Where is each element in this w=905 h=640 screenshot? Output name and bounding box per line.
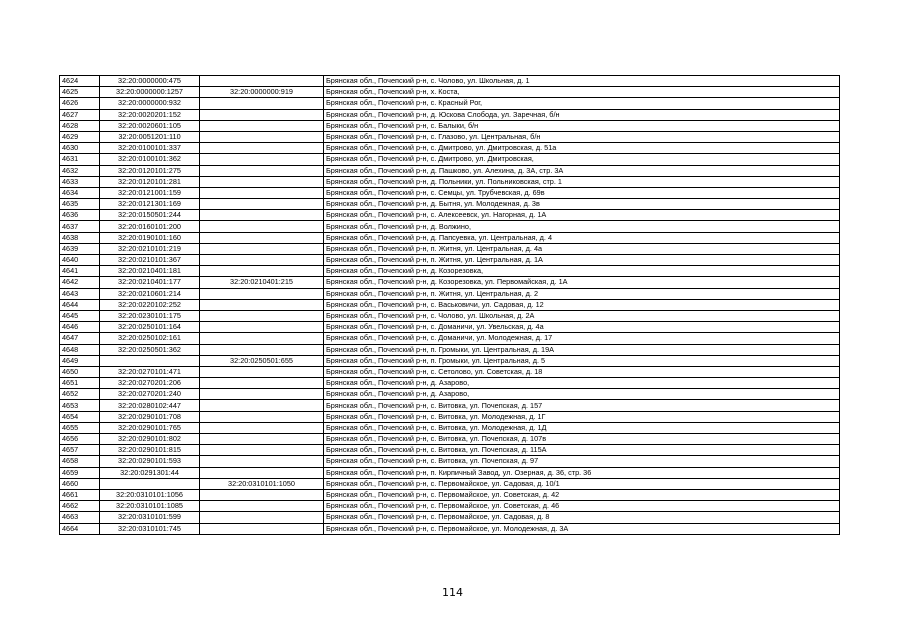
address-cell: Брянская обл., Почепский р-н, д. Козорезовка, ул. Первомайская, д. 1А [324, 277, 840, 288]
parent-cadastral-number-cell [200, 154, 324, 165]
table-row [60, 243, 840, 254]
address-cell: Брянская обл., Почепский р-н, с. Алексеевск, ул. Нагорная, д. 1А [324, 210, 840, 221]
row-number-cell: 4638 [60, 232, 100, 243]
table-row [60, 422, 840, 433]
table-row [60, 255, 840, 266]
row-number-cell: 4658 [60, 456, 100, 467]
table-row [60, 378, 840, 389]
cadastral-number-cell: 32:20:0270201:240 [100, 389, 200, 400]
parent-cadastral-number-cell [200, 176, 324, 187]
address-cell: Брянская обл., Почепский р-н, д. Волжино, [324, 221, 840, 232]
parent-cadastral-number-cell [200, 232, 324, 243]
cadastral-number-cell: 32:20:0250102:161 [100, 333, 200, 344]
address-cell: Брянская обл., Почепский р-н, д. Польники, ул. Польниковская, стр. 1 [324, 176, 840, 187]
parent-cadastral-number-cell [200, 445, 324, 456]
row-number-cell: 4646 [60, 322, 100, 333]
row-number-cell: 4632 [60, 165, 100, 176]
address-cell: Брянская обл., Почепский р-н, х. Коста, [324, 87, 840, 98]
parent-cadastral-number-cell [200, 120, 324, 131]
address-cell: Брянская обл., Почепский р-н, с. Первомайское, ул. Молодежная, д. 3А [324, 523, 840, 534]
cadastral-number-cell: 32:20:0291301:44 [100, 467, 200, 478]
address-cell: Брянская обл., Почепский р-н, д. Азарово, [324, 378, 840, 389]
table-row [60, 322, 840, 333]
address-cell: Брянская обл., Почепский р-н, п. Житня, ул. Центральная, д. 4а [324, 243, 840, 254]
cadastral-number-cell: 32:20:0310101:1056 [100, 489, 200, 500]
table-row [60, 131, 840, 142]
table-row [60, 87, 840, 98]
parent-cadastral-number-cell [200, 165, 324, 176]
table-row [60, 355, 840, 366]
table-row [60, 76, 840, 87]
address-cell: Брянская обл., Почепский р-н, п. Кирпичный Завод, ул. Озерная, д. 36, стр. 36 [324, 467, 840, 478]
table-row [60, 478, 840, 489]
row-number-cell: 4627 [60, 109, 100, 120]
row-number-cell: 4651 [60, 378, 100, 389]
parent-cadastral-number-cell [200, 512, 324, 523]
cadastral-number-cell: 32:20:0150501:244 [100, 210, 200, 221]
cadastral-number-cell: 32:20:0210101:219 [100, 243, 200, 254]
parent-cadastral-number-cell [200, 434, 324, 445]
row-number-cell: 4637 [60, 221, 100, 232]
cadastral-number-cell: 32:20:0220102:252 [100, 299, 200, 310]
parent-cadastral-number-cell: 32:20:0310101:1050 [200, 478, 324, 489]
parent-cadastral-number-cell [200, 400, 324, 411]
row-number-cell: 4626 [60, 98, 100, 109]
table-row [60, 109, 840, 120]
cadastral-number-cell: 32:20:0120101:275 [100, 165, 200, 176]
cadastral-number-cell: 32:20:0290101:802 [100, 434, 200, 445]
table-row [60, 288, 840, 299]
cadastral-number-cell: 32:20:0210601:214 [100, 288, 200, 299]
address-cell: Брянская обл., Почепский р-н, с. Витовка, ул. Почепская, д. 115А [324, 445, 840, 456]
table-row [60, 299, 840, 310]
address-cell: Брянская обл., Почепский р-н, с. Витовка, ул. Молодежная, д. 1Г [324, 411, 840, 422]
row-number-cell: 4659 [60, 467, 100, 478]
row-number-cell: 4629 [60, 131, 100, 142]
address-cell: Брянская обл., Почепский р-н, с. Сетолово, ул. Советская, д. 18 [324, 366, 840, 377]
parent-cadastral-number-cell [200, 501, 324, 512]
address-cell: Брянская обл., Почепский р-н, с. Первомайское, ул. Садовая, д. 10/1 [324, 478, 840, 489]
parent-cadastral-number-cell: 32:20:0000000:919 [200, 87, 324, 98]
cadastral-number-cell: 32:20:0121001:159 [100, 187, 200, 198]
cadastral-number-cell: 32:20:0000000:1257 [100, 87, 200, 98]
row-number-cell: 4662 [60, 501, 100, 512]
parent-cadastral-number-cell: 32:20:0250501:655 [200, 355, 324, 366]
row-number-cell: 4631 [60, 154, 100, 165]
cadastral-number-cell: 32:20:0100101:337 [100, 143, 200, 154]
address-cell: Брянская обл., Почепский р-н, с. Семцы, ул. Трубчевская, д. 69в [324, 187, 840, 198]
row-number-cell: 4655 [60, 422, 100, 433]
table-row [60, 277, 840, 288]
row-number-cell: 4644 [60, 299, 100, 310]
cadastral-number-cell: 32:20:0051201:110 [100, 131, 200, 142]
cadastral-number-cell: 32:20:0230101:175 [100, 310, 200, 321]
row-number-cell: 4653 [60, 400, 100, 411]
address-cell: Брянская обл., Почепский р-н, д. Козорезовка, [324, 266, 840, 277]
address-cell: Брянская обл., Почепский р-н, с. Глазово, ул. Центральная, б/н [324, 131, 840, 142]
table-row [60, 143, 840, 154]
page-number: 114 [442, 586, 463, 599]
address-cell: Брянская обл., Почепский р-н, с. Первомайское, ул. Садовая, д. 8 [324, 512, 840, 523]
parent-cadastral-number-cell [200, 411, 324, 422]
row-number-cell: 4630 [60, 143, 100, 154]
parent-cadastral-number-cell [200, 344, 324, 355]
parent-cadastral-number-cell [200, 288, 324, 299]
table-row [60, 221, 840, 232]
table-row [60, 434, 840, 445]
address-cell: Брянская обл., Почепский р-н, с. Доманичи, ул. Увельская, д. 4а [324, 322, 840, 333]
cadastral-number-cell: 32:20:0210401:177 [100, 277, 200, 288]
cadastral-number-cell: 32:20:0210101:367 [100, 255, 200, 266]
row-number-cell: 4625 [60, 87, 100, 98]
cadastral-number-cell: 32:20:0310101:1085 [100, 501, 200, 512]
address-cell: Брянская обл., Почепский р-н, п. Громыки, ул. Центральная, д. 19А [324, 344, 840, 355]
parent-cadastral-number-cell [200, 422, 324, 433]
row-number-cell: 4656 [60, 434, 100, 445]
row-number-cell: 4640 [60, 255, 100, 266]
cadastral-number-cell: 32:20:0280102:447 [100, 400, 200, 411]
row-number-cell: 4634 [60, 187, 100, 198]
address-cell: Брянская обл., Почепский р-н, с. Чолово, ул. Школьная, д. 1 [324, 76, 840, 87]
parent-cadastral-number-cell [200, 98, 324, 109]
parent-cadastral-number-cell [200, 378, 324, 389]
row-number-cell: 4636 [60, 210, 100, 221]
address-cell: Брянская обл., Почепский р-н, с. Красный Рог, [324, 98, 840, 109]
cadastral-number-cell: 32:20:0310101:745 [100, 523, 200, 534]
address-cell: Брянская обл., Почепский р-н, д. Юскова Слобода, ул. Заречная, б/н [324, 109, 840, 120]
address-cell: Брянская обл., Почепский р-н, д. Бытня, ул. Молодежная, д. 3в [324, 199, 840, 210]
table-row [60, 165, 840, 176]
cadastral-number-cell: 32:20:0250501:362 [100, 344, 200, 355]
cadastral-number-cell: 32:20:0310101:599 [100, 512, 200, 523]
parent-cadastral-number-cell: 32:20:0210401:215 [200, 277, 324, 288]
row-number-cell: 4650 [60, 366, 100, 377]
parent-cadastral-number-cell [200, 299, 324, 310]
row-number-cell: 4633 [60, 176, 100, 187]
table-row [60, 411, 840, 422]
cadastral-number-cell: 32:20:0210401:181 [100, 266, 200, 277]
table-row [60, 445, 840, 456]
parent-cadastral-number-cell [200, 131, 324, 142]
table-row [60, 467, 840, 478]
row-number-cell: 4643 [60, 288, 100, 299]
parent-cadastral-number-cell [200, 243, 324, 254]
table-row [60, 501, 840, 512]
cadastral-number-cell [100, 355, 200, 366]
address-cell: Брянская обл., Почепский р-н, с. Дмитрово, ул. Дмитровская, д. 51а [324, 143, 840, 154]
row-number-cell: 4624 [60, 76, 100, 87]
table-row [60, 389, 840, 400]
cadastral-number-cell: 32:20:0270101:471 [100, 366, 200, 377]
address-cell: Брянская обл., Почепский р-н, с. Чолово, ул. Школьная, д. 2А [324, 310, 840, 321]
table-row [60, 120, 840, 131]
row-number-cell: 4645 [60, 310, 100, 321]
registry-table-body [60, 76, 840, 535]
row-number-cell: 4652 [60, 389, 100, 400]
row-number-cell: 4661 [60, 489, 100, 500]
table-row [60, 176, 840, 187]
row-number-cell: 4628 [60, 120, 100, 131]
address-cell: Брянская обл., Почепский р-н, с. Первомайское, ул. Советская, д. 46 [324, 501, 840, 512]
parent-cadastral-number-cell [200, 389, 324, 400]
row-number-cell: 4663 [60, 512, 100, 523]
table-row [60, 400, 840, 411]
table-row [60, 232, 840, 243]
row-number-cell: 4642 [60, 277, 100, 288]
cadastral-number-cell: 32:20:0190101:160 [100, 232, 200, 243]
parent-cadastral-number-cell [200, 109, 324, 120]
table-row [60, 366, 840, 377]
address-cell: Брянская обл., Почепский р-н, с. Витовка, ул. Почепская, д. 107в [324, 434, 840, 445]
table-row [60, 98, 840, 109]
row-number-cell: 4657 [60, 445, 100, 456]
parent-cadastral-number-cell [200, 523, 324, 534]
row-number-cell: 4639 [60, 243, 100, 254]
parent-cadastral-number-cell [200, 255, 324, 266]
row-number-cell: 4641 [60, 266, 100, 277]
row-number-cell: 4647 [60, 333, 100, 344]
cadastral-number-cell: 32:20:0000000:475 [100, 76, 200, 87]
address-cell: Брянская обл., Почепский р-н, п. Житня, ул. Центральная, д. 2 [324, 288, 840, 299]
table-row [60, 456, 840, 467]
address-cell: Брянская обл., Почепский р-н, д. Азарово, [324, 389, 840, 400]
table-row [60, 154, 840, 165]
cadastral-number-cell: 32:20:0160101:200 [100, 221, 200, 232]
row-number-cell: 4654 [60, 411, 100, 422]
parent-cadastral-number-cell [200, 366, 324, 377]
cadastral-number-cell: 32:20:0121301:169 [100, 199, 200, 210]
cadastral-number-cell: 32:20:0290101:593 [100, 456, 200, 467]
cadastral-number-cell: 32:20:0250101:164 [100, 322, 200, 333]
cadastral-number-cell: 32:20:0290101:765 [100, 422, 200, 433]
row-number-cell: 4635 [60, 199, 100, 210]
parent-cadastral-number-cell [200, 322, 324, 333]
address-cell: Брянская обл., Почепский р-н, с. Доманичи, ул. Молодежная, д. 17 [324, 333, 840, 344]
table-row [60, 266, 840, 277]
parent-cadastral-number-cell [200, 266, 324, 277]
cadastral-number-cell: 32:20:0120101:281 [100, 176, 200, 187]
table-row [60, 310, 840, 321]
address-cell: Брянская обл., Почепский р-н, с. Витовка, ул. Почепская, д. 157 [324, 400, 840, 411]
parent-cadastral-number-cell [200, 467, 324, 478]
address-cell: Брянская обл., Почепский р-н, п. Житня, ул. Центральная, д. 1А [324, 255, 840, 266]
parent-cadastral-number-cell [200, 333, 324, 344]
table-row [60, 199, 840, 210]
address-cell: Брянская обл., Почепский р-н, с. Васьковичи, ул. Садовая, д. 12 [324, 299, 840, 310]
parent-cadastral-number-cell [200, 221, 324, 232]
address-cell: Брянская обл., Почепский р-н, д. Папсуевка, ул. Центральная, д. 4 [324, 232, 840, 243]
cadastral-number-cell: 32:20:0100101:362 [100, 154, 200, 165]
address-cell: Брянская обл., Почепский р-н, д. Пашково, ул. Алехина, д. 3А, стр. 3А [324, 165, 840, 176]
table-row [60, 523, 840, 534]
table-row [60, 187, 840, 198]
table-row [60, 210, 840, 221]
address-cell: Брянская обл., Почепский р-н, п. Громыки, ул. Центральная, д. 5 [324, 355, 840, 366]
parent-cadastral-number-cell [200, 199, 324, 210]
cadastral-number-cell: 32:20:0290101:708 [100, 411, 200, 422]
table-row [60, 512, 840, 523]
table-row [60, 333, 840, 344]
cadastral-number-cell: 32:20:0020201:152 [100, 109, 200, 120]
row-number-cell: 4664 [60, 523, 100, 534]
parent-cadastral-number-cell [200, 489, 324, 500]
cadastral-number-cell [100, 478, 200, 489]
cadastral-number-cell: 32:20:0270201:206 [100, 378, 200, 389]
parent-cadastral-number-cell [200, 76, 324, 87]
address-cell: Брянская обл., Почепский р-н, с. Витовка, ул. Молодежная, д. 1Д [324, 422, 840, 433]
registry-table [59, 75, 840, 535]
cadastral-number-cell: 32:20:0020601:105 [100, 120, 200, 131]
parent-cadastral-number-cell [200, 187, 324, 198]
parent-cadastral-number-cell [200, 456, 324, 467]
row-number-cell: 4649 [60, 355, 100, 366]
address-cell: Брянская обл., Почепский р-н, с. Балыки, б/н [324, 120, 840, 131]
parent-cadastral-number-cell [200, 210, 324, 221]
cadastral-number-cell: 32:20:0000000:932 [100, 98, 200, 109]
cadastral-number-cell: 32:20:0290101:815 [100, 445, 200, 456]
row-number-cell: 4660 [60, 478, 100, 489]
parent-cadastral-number-cell [200, 310, 324, 321]
address-cell: Брянская обл., Почепский р-н, с. Витовка, ул. Почепская, д. 97 [324, 456, 840, 467]
address-cell: Брянская обл., Почепский р-н, с. Первомайское, ул. Советская, д. 42 [324, 489, 840, 500]
table-row [60, 344, 840, 355]
address-cell: Брянская обл., Почепский р-н, с. Дмитрово, ул. Дмитровская, [324, 154, 840, 165]
parent-cadastral-number-cell [200, 143, 324, 154]
row-number-cell: 4648 [60, 344, 100, 355]
table-row [60, 489, 840, 500]
